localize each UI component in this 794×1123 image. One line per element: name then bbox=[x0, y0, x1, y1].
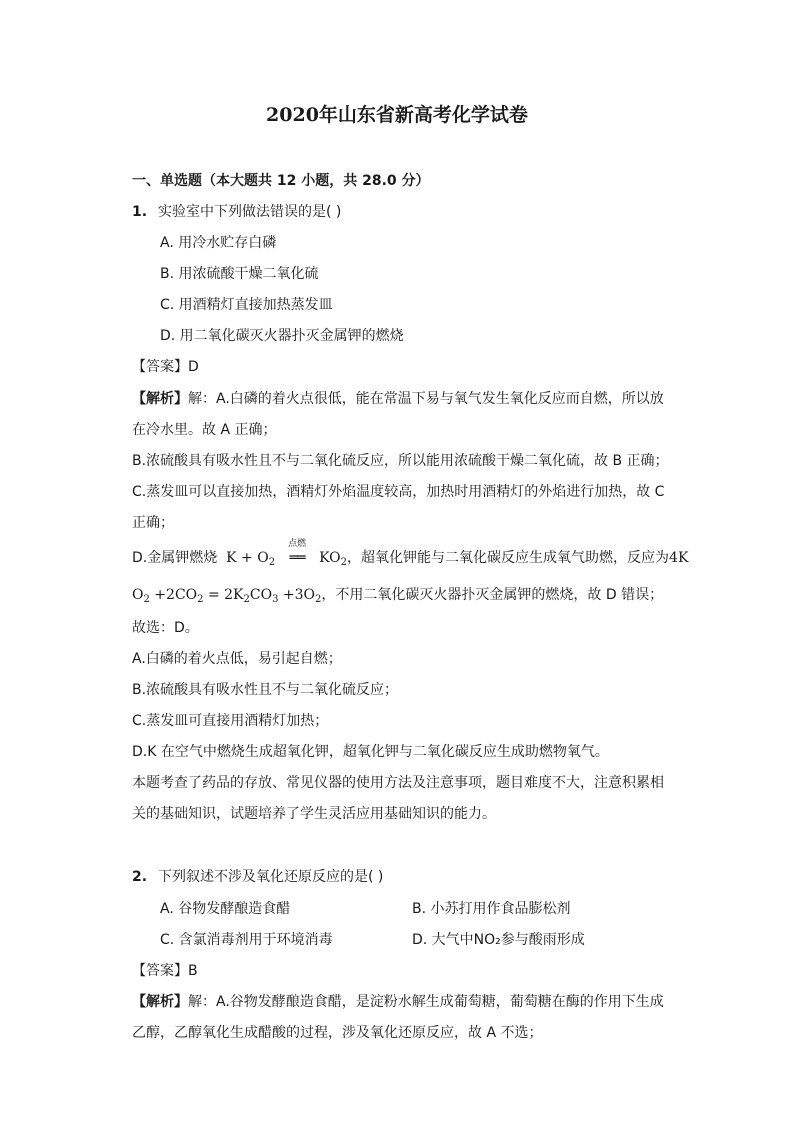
summary-line-1: 本题考查了药品的存放、常见仪器的使用方法及注意事项，题目难度不大，注意积累相 bbox=[132, 775, 664, 791]
equation-2: $O_2 +2CO_2 = 2K_2CO_3 +3O_2$ bbox=[132, 587, 322, 605]
option-d: D. 大气中NO₂参与酸雨形成 bbox=[412, 932, 585, 948]
question-number: 2. bbox=[132, 869, 148, 885]
exam-title: 2020年山东省新高考化学试卷 bbox=[266, 104, 528, 126]
analysis-line-1: 【解析】解：A.白磷的着火点很低，能在常温下易与氧气发生氧化反应而自燃，所以放 bbox=[132, 391, 664, 407]
option-a: A. 谷物发酵酿造食醋 bbox=[160, 901, 291, 917]
option-b: B. 用浓硫酸干燥二氧化硫 bbox=[160, 266, 319, 282]
analysis-line-1: 【解析】解：A.谷物发酵酿造食醋，是淀粉水解生成葡萄糖，葡萄糖在酶的作用下生成 bbox=[132, 994, 664, 1010]
answer-line: 【答案】D bbox=[132, 359, 199, 375]
option-c: C. 含氯消毒剂用于环境消毒 bbox=[160, 932, 333, 948]
analysis-line-3: B.浓硫酸具有吸水性且不与二氧化硫反应，所以能用浓硫酸干燥二氧化硫，故 B 正确； bbox=[132, 453, 669, 469]
analysis-label: 【解析】 bbox=[132, 391, 188, 407]
option-b: B. 小苏打用作食品膨松剂 bbox=[412, 901, 571, 917]
note-c: C.蒸发皿可直接用酒精灯加热； bbox=[132, 713, 329, 729]
question-text: 下列叙述不涉及氧化还原反应的是( ) bbox=[158, 869, 384, 885]
analysis-line-2: 在冷水里。故 A 正确； bbox=[132, 422, 277, 438]
question-text: 实验室中下列做法错误的是( ) bbox=[158, 204, 342, 220]
analysis-line-8: 故选：D。 bbox=[132, 620, 199, 636]
option-d: D. 用二氧化碳灭火器扑灭金属钾的燃烧 bbox=[160, 328, 404, 344]
answer-line: 【答案】B bbox=[132, 963, 198, 979]
question-2-stem bbox=[132, 867, 383, 887]
analysis-line-7: $O_2 +2CO_2 = 2K_2CO_3 +3O_2$，不用二氧化碳灭火器扑灭金属钾的燃烧，故 D 错误； bbox=[132, 587, 664, 605]
question-1-stem bbox=[132, 202, 341, 222]
option-a: A. 用冷水贮存白磷 bbox=[160, 235, 277, 251]
summary-line-2: 关的基础知识，试题培养了学生灵活应用基础知识的能力。 bbox=[132, 806, 496, 822]
analysis-line-5: 正确； bbox=[132, 515, 174, 531]
note-a: A.白磷的着火点低，易引起自燃； bbox=[132, 651, 342, 667]
reaction-condition: 点燃 bbox=[288, 539, 307, 549]
equation-1: $K + O_2$ 点燃 ══ $KO_2$ bbox=[221, 539, 348, 568]
option-c: C. 用酒精灯直接加热蒸发皿 bbox=[160, 297, 333, 313]
analysis-line-2: 乙醇，乙醇氧化生成醋酸的过程，涉及氧化还原反应，故 A 不选； bbox=[132, 1025, 543, 1041]
analysis-label: 【解析】 bbox=[132, 994, 188, 1010]
note-b: B.浓硫酸具有吸水性且不与二氧化硫反应； bbox=[132, 682, 399, 698]
analysis-line-6: D.金属钾燃烧 $K + O_2$ 点燃 ══ $KO_2$，超氧化钾能与二氧化碳反应生成氧气助燃，反应为4K bbox=[132, 539, 689, 568]
question-number: 1. bbox=[132, 204, 148, 220]
analysis-line-4: C.蒸发皿可以直接加热，酒精灯外焰温度较高，加热时用酒精灯的外焰进行加热，故 C bbox=[132, 484, 665, 500]
note-d: D.K 在空气中燃烧生成超氧化钾，超氧化钾与二氧化碳反应生成助燃物氧气。 bbox=[132, 744, 609, 760]
section-heading: 一、单选题（本大题共 12 小题，共 28.0 分） bbox=[132, 173, 430, 189]
